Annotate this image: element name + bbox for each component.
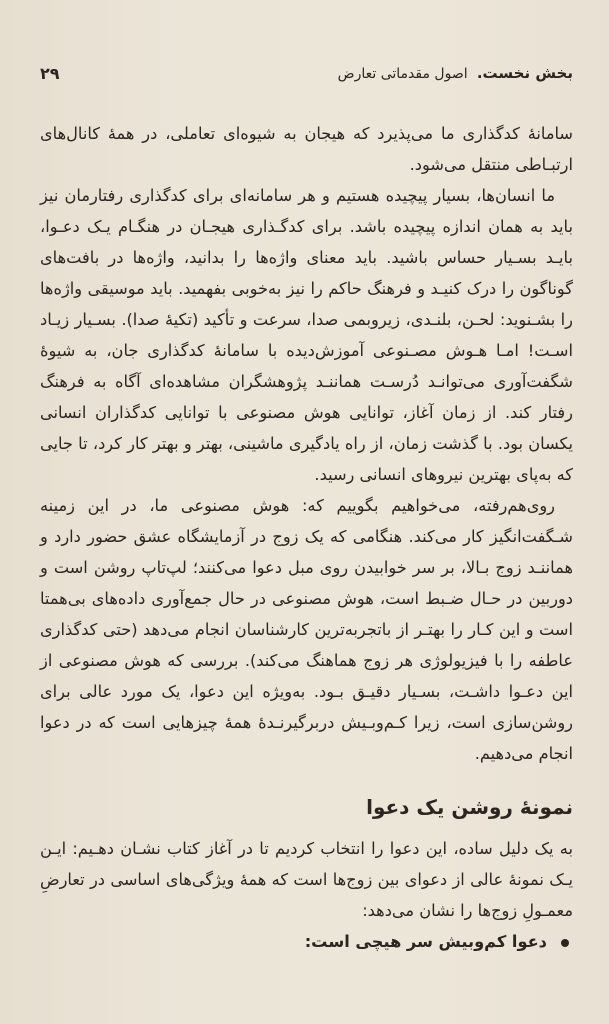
page-number: ۲۹: [40, 63, 60, 83]
paragraph-2: ما انسان‌ها، بسیار پیچیده هستیم و هر سامانه‌ای برای کدگذاری رفتارمان نیز باید به همان اندازه پیچیده باشد. برای کدگـذاری هیجـان در هنگـام یـک دعـوا، بایـد بسـیار حساس باشید. باید معنای واژه‌ها را بدانید، واژه‌ها در بافت‌های گوناگون را درک کنیـد و فرهنگ حاکم را نیز به‌خوبی بفهمید. باید موسیقی واژه‌ها را بشـنوید: لحـن، بلنـدی، زیروبمی صدا، سرعت و تأکید (تکیهٔ صدا). بسـیار زیـاد اسـت! امـا هـوش مصـنوعی آموزش‌دیده با سامانهٔ کدگذاری جان، به شیوهٔ شگفت‌آوری می‌توانـد دُرسـت هماننـد پژوهشگران مشاهده‌ای آگاه به فرهنگ رفتار کند. از زمان آغاز، توانایی هوش مصنوعی با توانایی کدگذاران انسانی یکسان بود. با گذشت زمان، از راه یادگیری ماشینی، بهتر و بهتر کار کرد، تا جایی که به‌پای بهترین نیروهای انسانی رسید.: [40, 186, 573, 484]
paragraph-3: روی‌هم‌رفته، می‌خواهیم بگوییم که: هوش مصنوعی ما، در این زمینه شـگفت‌انگیز کار می‌کند. هنگامی که یک زوج در آزمایشگاه عشق حضور دارد و هماننـد زوج بـالا، بر سر خوابیدن روی مبل دعوا می‌کنند؛ لپ‌تاپ روشن است و دوربین در حـال ضـبط است، هوش مصنوعی در حال جمع‌آوری داده‌های بی‌همتا است و این کـار را بهتـر از باتجربه‌ترین کارشناسان انجام می‌دهد (حتی کدگذاری عاطفه را با فیزیولوژی هر زوج هماهنگ می‌کند). بررسی که هوش مصنوعی از این دعـوا داشـت، بسـیار دقیـق بـود. به‌ویژه این دعوا، یک مورد عالی برای روشن‌سازی است، زیرا کـم‌وبـیش دربرگیرنـدهٔ همهٔ چیزهایی است که در دعوا انجام می‌دهیم.: [40, 496, 573, 763]
paragraph-1: سامانهٔ کدگذاری ما می‌پذیرد که هیجان به شیوه‌ای تعاملی، در همهٔ کانال‌های ارتبـاطی منتقل می‌شود.: [40, 124, 573, 174]
running-head: [40, 60, 573, 86]
part-label: بخش نخست.: [476, 64, 573, 82]
section-heading: نمونهٔ روشن یک دعوا: [366, 795, 573, 819]
bullet-item: [40, 926, 573, 957]
running-head-title: [338, 64, 573, 82]
chapter-title: اصول مقدماتی تعارض: [337, 66, 468, 82]
bullet-list: [40, 926, 573, 957]
bullet-item-text: دعوا کم‌وبیش سر هیچی است:: [304, 932, 547, 951]
section-paragraph: به یک دلیل ساده، این دعوا را انتخاب کردیم تا در آغاز کتاب نشـان دهـیم: ایـن یـک نمونهٔ عالی از دعوای بین زوج‌ها است که همهٔ ویژگی‌های اساسی در تعارضِ معمـولِ زوج‌ها را نشان می‌دهد:: [40, 839, 573, 920]
bullet-dot-icon: [561, 939, 569, 947]
body-text: [40, 118, 573, 957]
